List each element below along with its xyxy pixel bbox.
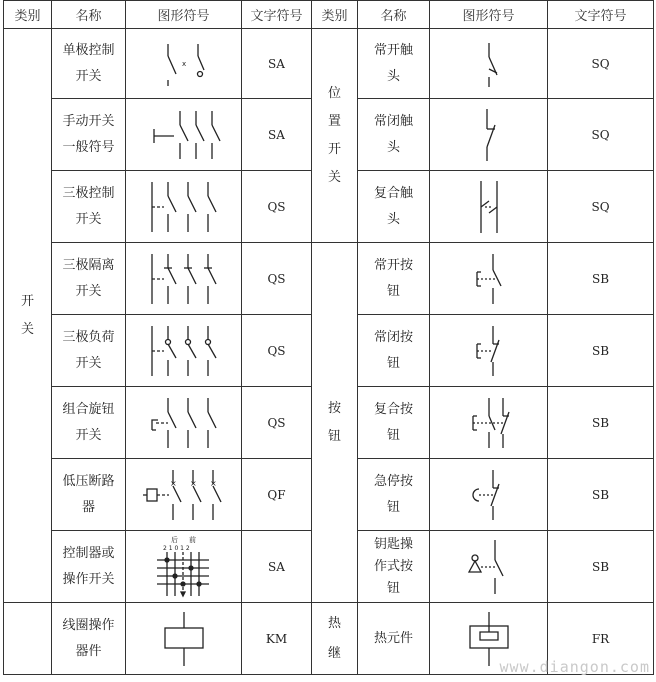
row-name: 常闭触 头: [358, 99, 430, 171]
symbol-table: [3, 0, 654, 675]
row-name: 手动开关 一般符号: [52, 99, 126, 171]
category-thermal-relay: 热 继: [312, 603, 358, 675]
row-name: 复合触 头: [358, 171, 430, 243]
table-row: [4, 243, 654, 315]
row-code: SB: [548, 531, 654, 603]
combo-contact-icon: [430, 171, 548, 243]
header-category-right: 类别: [312, 1, 358, 29]
row-code: QS: [242, 387, 312, 459]
svg-text:×: ×: [169, 478, 177, 488]
row-code: QF: [242, 459, 312, 531]
table-row: [4, 29, 654, 99]
row-code: SQ: [548, 29, 654, 99]
watermark: www.diangon.com: [499, 658, 650, 676]
svg-text:2 1 0 1 2: 2 1 0 1 2: [162, 544, 190, 552]
svg-text:×: ×: [189, 478, 197, 488]
manual-switch-icon: [126, 99, 242, 171]
nc-contact-icon: [430, 99, 548, 171]
header-code-left: 文字符号: [242, 1, 312, 29]
header-symbol-right: 图形符号: [430, 1, 548, 29]
row-name: 热元件: [358, 603, 430, 675]
header-name-left: 名称: [52, 1, 126, 29]
key-button-icon: [430, 531, 548, 603]
breaker-icon: [126, 459, 242, 531]
row-code: SA: [242, 29, 312, 99]
row-code: QS: [242, 171, 312, 243]
row-name: 常开触 头: [358, 29, 430, 99]
no-contact-icon: [430, 29, 548, 99]
svg-text:×: ×: [209, 478, 217, 488]
row-code: QS: [242, 315, 312, 387]
no-button-icon: [430, 243, 548, 315]
row-code: FR: [548, 603, 654, 675]
svg-text:x: x: [181, 59, 186, 68]
header-symbol-left: 图形符号: [126, 1, 242, 29]
coil-icon: [126, 603, 242, 675]
category-position-switch: 位 置 开 关: [312, 29, 358, 243]
three-pole-load-switch-icon: [126, 315, 242, 387]
row-code: SA: [242, 99, 312, 171]
row-code: QS: [242, 243, 312, 315]
svg-text:后: 后: [170, 535, 178, 544]
svg-text:前: 前: [188, 535, 196, 544]
row-code: KM: [242, 603, 312, 675]
row-name: 常闭按 钮: [358, 315, 430, 387]
rotary-switch-icon: [126, 387, 242, 459]
row-code: SQ: [548, 99, 654, 171]
combo-button-icon: [430, 387, 548, 459]
category-empty: [4, 603, 52, 675]
header-code-right: 文字符号: [548, 1, 654, 29]
row-code: SB: [548, 315, 654, 387]
row-code: SA: [242, 531, 312, 603]
row-name: 三极负荷 开关: [52, 315, 126, 387]
row-name: 单极控制 开关: [52, 29, 126, 99]
header-row: [4, 1, 654, 29]
nc-button-icon: [430, 315, 548, 387]
row-name: 低压断路 器: [52, 459, 126, 531]
category-switch: 开 关: [4, 29, 52, 603]
single-pole-switch-icon: [126, 29, 242, 99]
row-name: 组合旋钮 开关: [52, 387, 126, 459]
row-name: 三极控制 开关: [52, 171, 126, 243]
row-name: 三极隔离 开关: [52, 243, 126, 315]
three-pole-isolator-icon: [126, 243, 242, 315]
controller-icon: [126, 531, 242, 603]
header-name-right: 名称: [358, 1, 430, 29]
row-name: 控制器或 操作开关: [52, 531, 126, 603]
row-name: 线圈操作 器件: [52, 603, 126, 675]
category-button: 按 钮: [312, 243, 358, 603]
header-category-left: 类别: [4, 1, 52, 29]
three-pole-switch-icon: [126, 171, 242, 243]
estop-button-icon: [430, 459, 548, 531]
row-name: 常开按 钮: [358, 243, 430, 315]
row-name: 钥匙操 作式按 钮: [358, 531, 430, 603]
row-name: 复合按 钮: [358, 387, 430, 459]
row-code: SB: [548, 459, 654, 531]
row-code: SB: [548, 243, 654, 315]
row-name: 急停按 钮: [358, 459, 430, 531]
row-code: SB: [548, 387, 654, 459]
row-code: SQ: [548, 171, 654, 243]
